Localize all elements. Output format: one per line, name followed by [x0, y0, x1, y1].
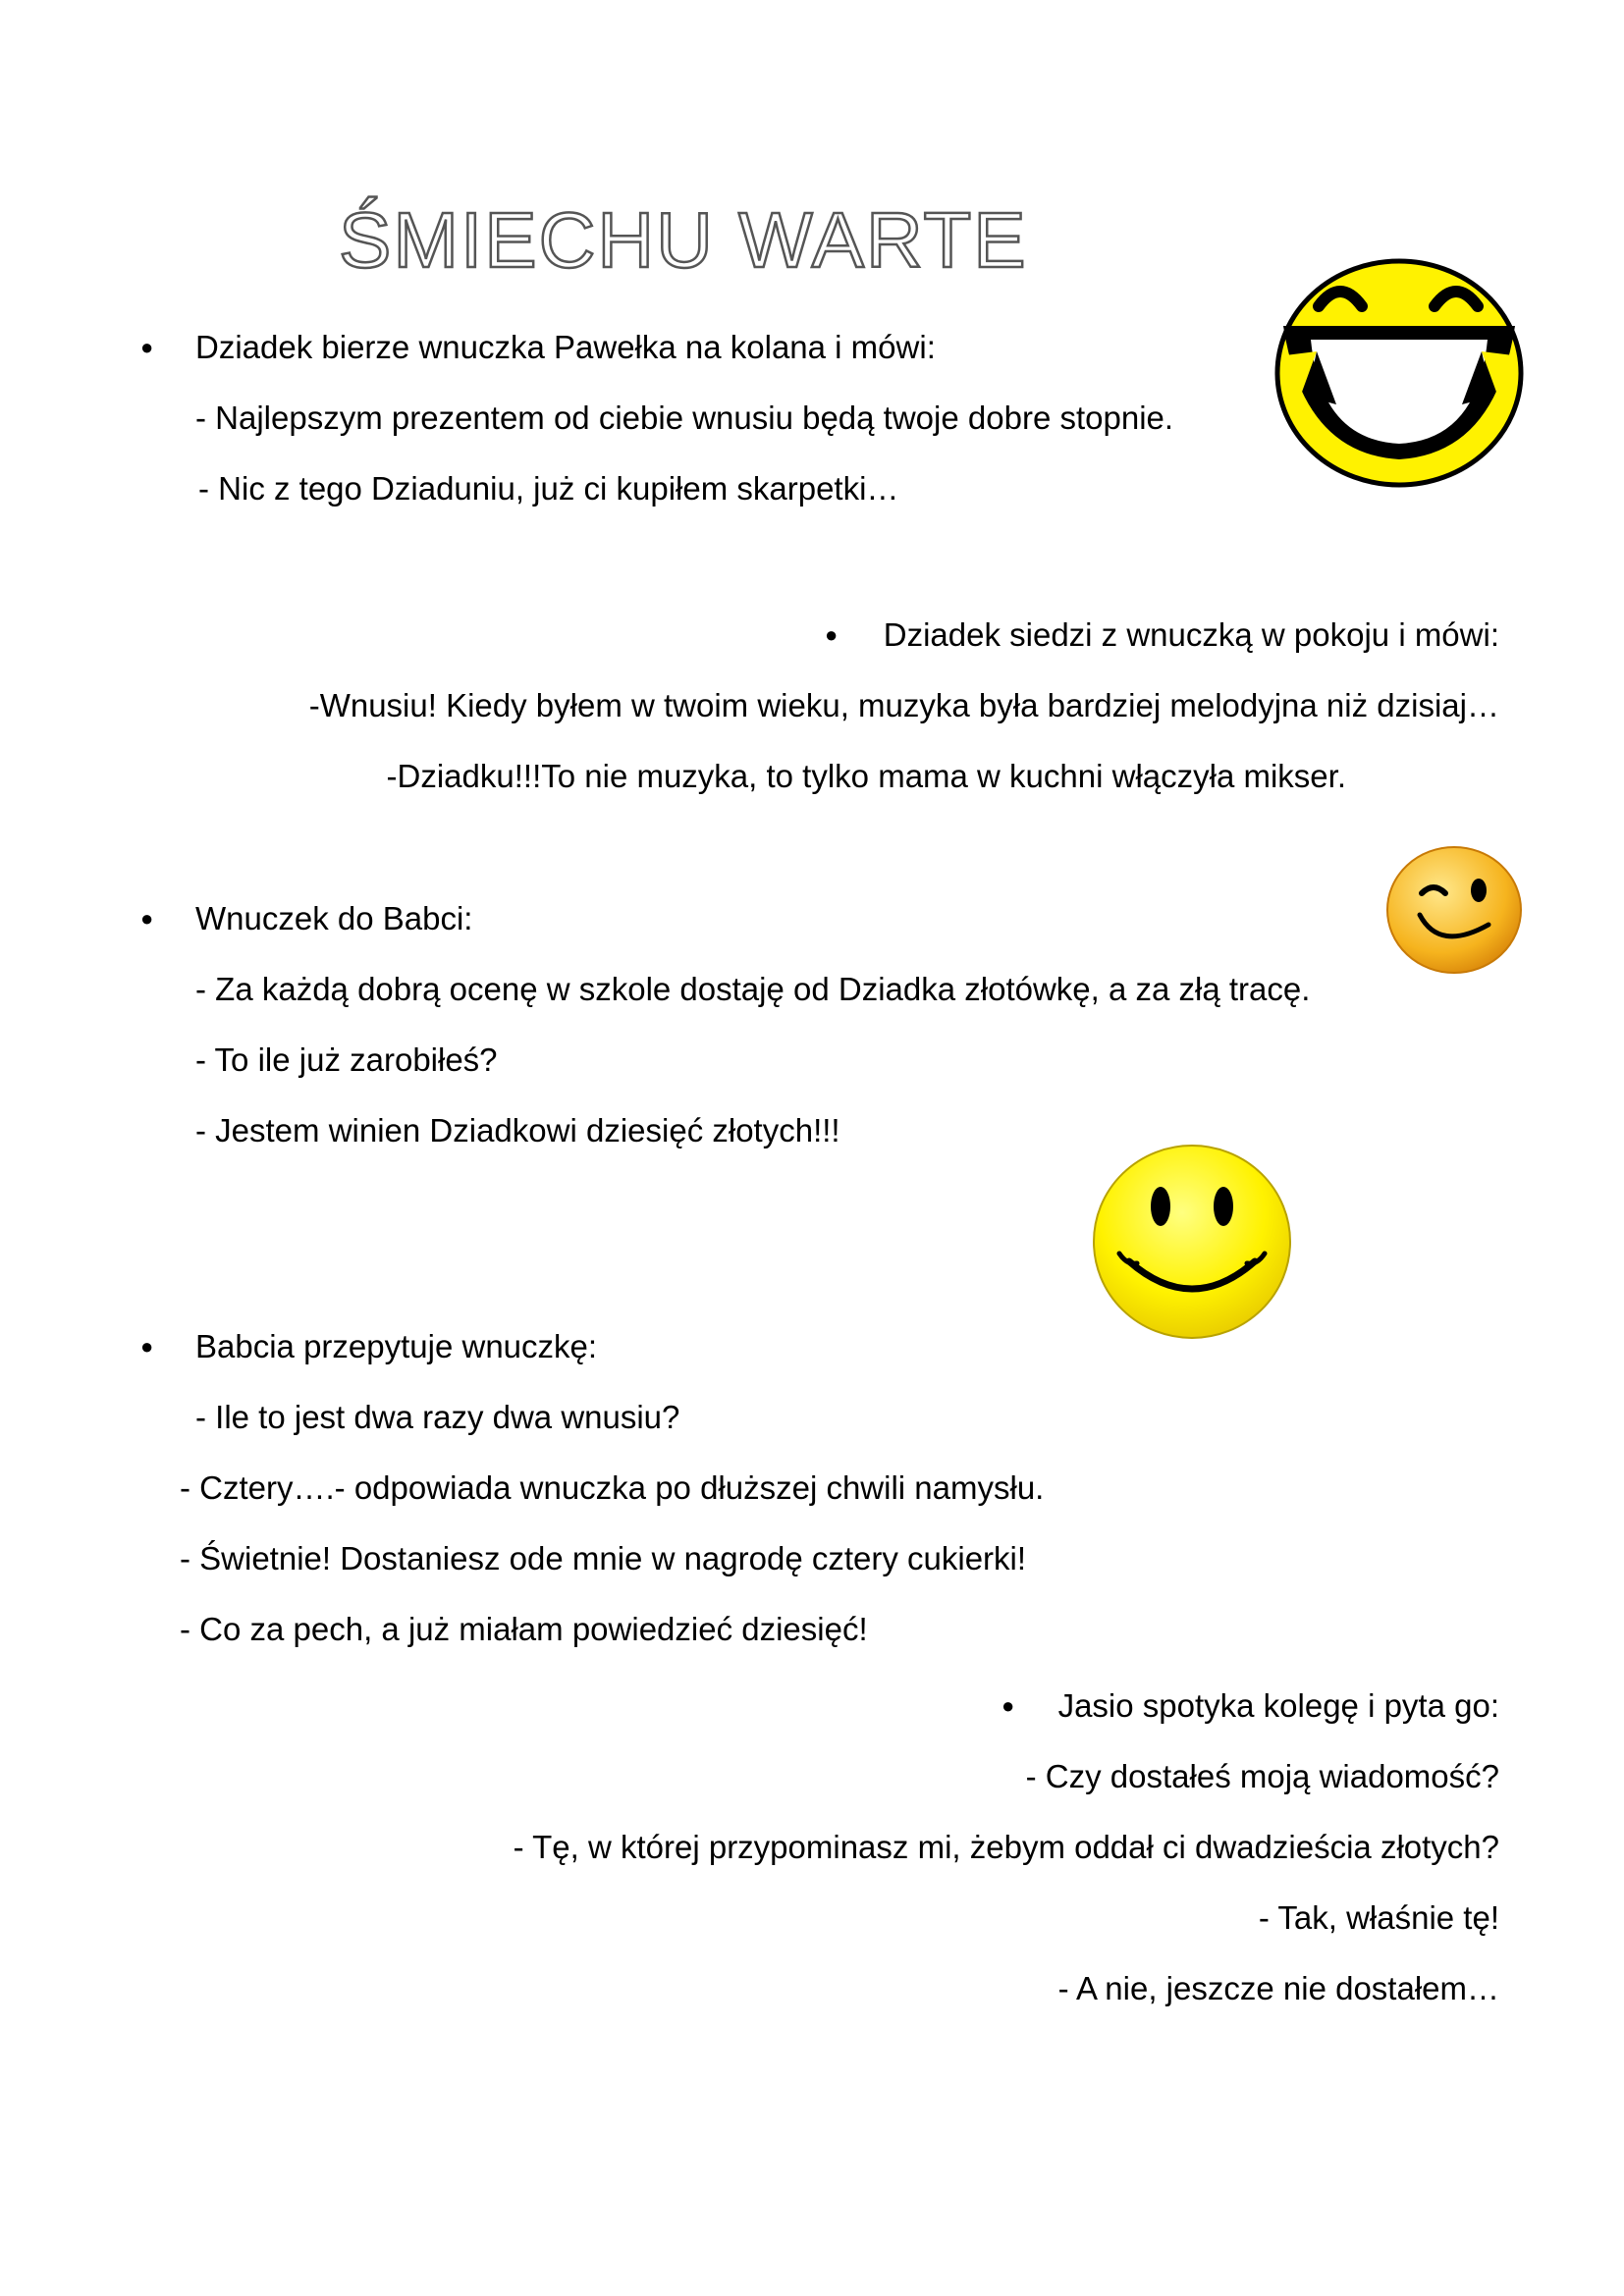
joke3-line3: - Jestem winien Dziadkowi dziesięć złotych!!! [195, 1112, 840, 1148]
joke5-line2: - Tę, w której przypominasz mi, żebym oddał ci dwadzieścia złotych? [513, 1829, 1499, 1865]
joke2-lead: Dziadek siedzi z wnuczką w pokoju i mówi: [883, 616, 1499, 653]
joke2-line2: -Dziadku!!!To nie muzyka, to tylko mama w kuchni włączyła mikser. [386, 758, 1346, 794]
joke3-line1: - Za każdą dobrą ocenę w szkole dostaję od Dziadka złotówkę, a za złą tracę. [195, 971, 1311, 1007]
joke5-line1: - Czy dostałeś moją wiadomość? [1025, 1758, 1499, 1794]
winking-smiley-icon [1384, 844, 1524, 976]
laughing-smiley-icon [1272, 257, 1527, 489]
smiling-smiley-icon [1090, 1142, 1294, 1342]
joke5-line4: - A nie, jeszcze nie dostałem… [1057, 1970, 1499, 2006]
bullet-icon: ● [140, 335, 154, 359]
page-title: ŚMIECHU WARTE [339, 196, 1028, 284]
bullet-icon: ● [825, 622, 839, 647]
joke4-line3: - Świetnie! Dostaniesz ode mnie w nagrodę cztery cukierki! [180, 1540, 1027, 1576]
joke3-line2: - To ile już zarobiłeś? [195, 1041, 498, 1078]
joke4-line2: - Cztery….- odpowiada wnuczka po dłuższej chwili namysłu. [180, 1469, 1045, 1506]
joke2-line1: -Wnusiu! Kiedy byłem w twoim wieku, muzyka była bardziej melodyjna niż dzisiaj… [308, 687, 1499, 723]
joke1-line1: - Najlepszym prezentem od ciebie wnusiu będą twoje dobre stopnie. [195, 400, 1174, 436]
joke1-line2: - Nic z tego Dziaduniu, już ci kupiłem skarpetki… [198, 470, 899, 507]
joke4-line4: - Co za pech, a już miałam powiedzieć dziesięć! [180, 1611, 868, 1647]
joke3-lead: Wnuczek do Babci: [195, 900, 473, 936]
bullet-icon: ● [140, 906, 154, 931]
joke4-line1: - Ile to jest dwa razy dwa wnusiu? [195, 1399, 680, 1435]
joke5-lead: Jasio spotyka kolegę i pyta go: [1057, 1687, 1499, 1724]
bullet-icon: ● [1001, 1693, 1015, 1718]
joke5-line3: - Tak, właśnie tę! [1258, 1899, 1499, 1936]
joke1-lead: Dziadek bierze wnuczka Pawełka na kolana i mówi: [195, 329, 936, 365]
joke4-lead: Babcia przepytuje wnuczkę: [195, 1328, 598, 1364]
bullet-icon: ● [140, 1334, 154, 1359]
